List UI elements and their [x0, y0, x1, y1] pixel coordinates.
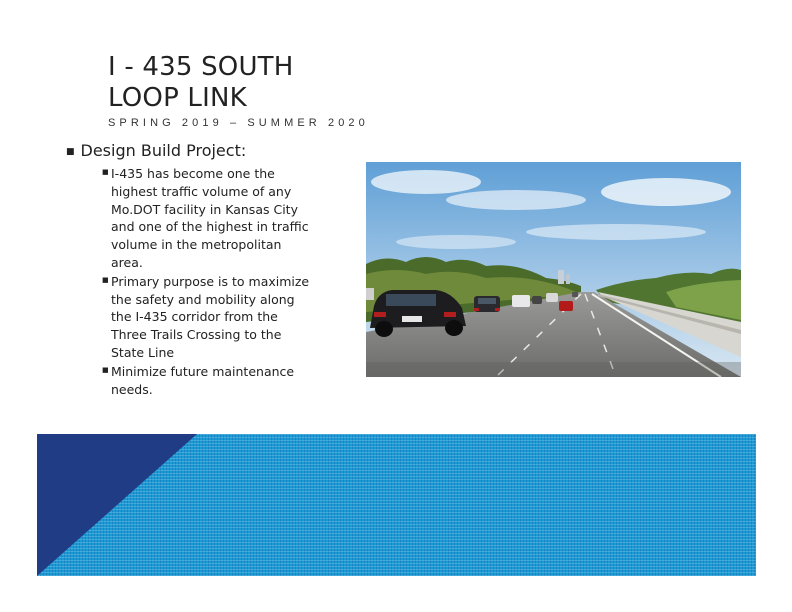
square-bullet-icon: ■	[102, 168, 109, 176]
bullet-main	[66, 141, 366, 160]
highway-photo	[366, 162, 741, 377]
bullet-list	[66, 141, 366, 399]
title-line-1: I - 435 SOUTH	[108, 52, 294, 82]
square-bullet-icon: ■	[66, 147, 75, 157]
sub-bullet-item	[102, 165, 314, 272]
slide-title	[108, 52, 294, 114]
sub-bullet-text: I-435 has become one the highest traffic volume of any Mo.DOT facility in Kansas City and one of the highest in traffic volume in the metropolitan area.	[111, 166, 309, 270]
square-bullet-icon: ■	[102, 275, 109, 284]
highway-photo-illustration	[366, 162, 741, 377]
sub-bullet-text: Primary purpose is to maximize the safety and mobility along the I-435 corridor from the Three Trails Crossing to the State Line	[111, 273, 310, 360]
sub-bullet-text: Minimize future maintenance needs.	[111, 363, 295, 397]
bullet-main-text: Design Build Project:	[80, 141, 247, 160]
title-line-2: LOOP LINK	[108, 83, 247, 113]
slide-subtitle: SPRING 2019 – SUMMER 2020	[108, 117, 369, 129]
sub-bullet-item	[102, 363, 314, 399]
square-bullet-icon: ■	[102, 365, 109, 374]
sub-bullet-item	[102, 273, 314, 362]
navy-triangle-shape	[37, 434, 756, 576]
decorative-banner	[37, 434, 756, 576]
sub-bullet-list	[102, 165, 314, 398]
